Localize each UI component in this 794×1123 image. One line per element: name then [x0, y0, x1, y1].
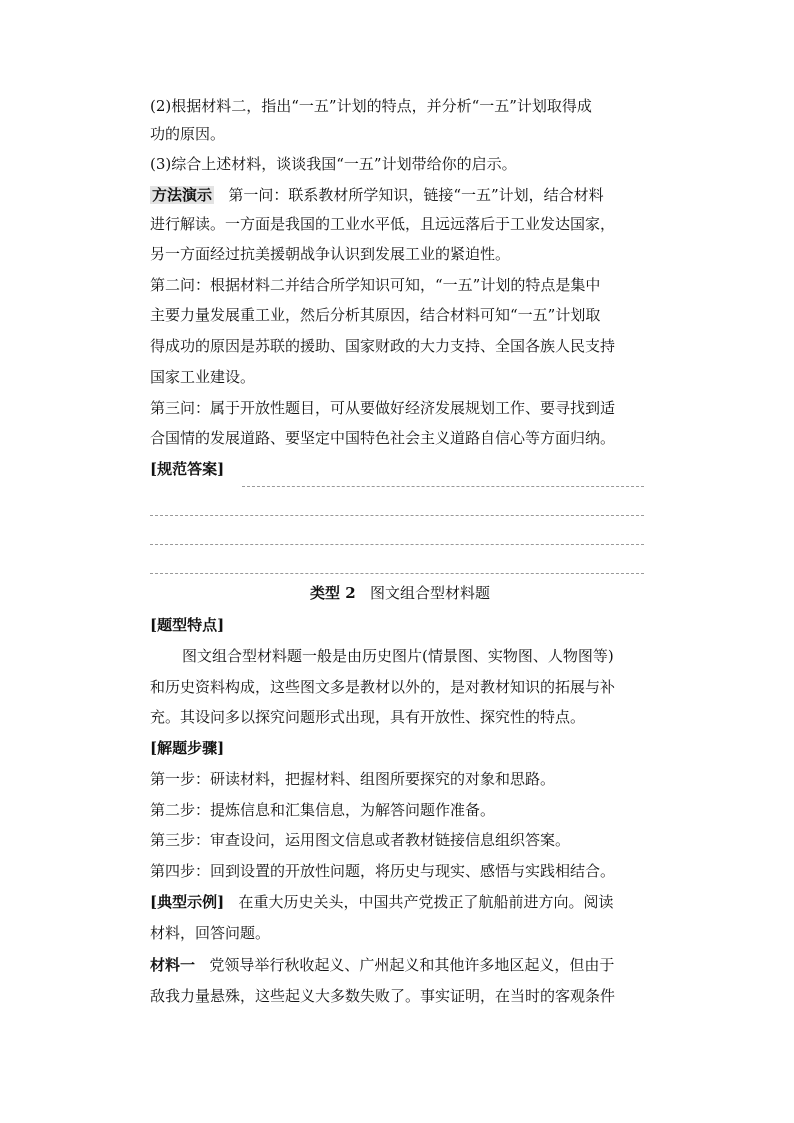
method-paragraph-2-line-1: 第二问：根据材料二并结合所学知识可知，“一五”计划的特点是集中 — [150, 276, 601, 294]
method-tag: 方法演示 — [152, 186, 213, 204]
method-paragraph-2-line-4: 国家工业建设。 — [150, 368, 256, 386]
method-paragraph-1-line-1 — [150, 185, 604, 205]
answer-label — [150, 459, 224, 479]
step-2: 第二步：提炼信息和汇集信息，为解答问题作准备。 — [150, 801, 496, 819]
features-label-text: [题型特点] — [150, 616, 225, 634]
steps-label — [150, 738, 224, 758]
steps-label-text: [解题步骤] — [150, 739, 225, 757]
answer-label-text: [规范答案] — [150, 460, 225, 478]
method-text: 第一问：联系教材所学知识，链接“一五”计划，结合材料 — [228, 186, 604, 204]
answer-line-3 — [150, 544, 644, 545]
step-1: 第一步：研读材料，把握材料、组图所要探究的对象和思路。 — [150, 770, 556, 788]
method-paragraph-2-line-2: 主要力量发展重工业，然后分析其原因，结合材料可知“一五”计划取 — [150, 306, 601, 324]
example-line-2: 材料，回答问题。 — [150, 924, 271, 942]
features-line-2: 和历史资料构成，这些图文多是教材以外的，是对教材知识的拓展与补 — [150, 678, 616, 696]
method-paragraph-2-line-3: 得成功的原因是苏联的援助、国家财政的大力支持、全国各族人民支持 — [150, 337, 616, 355]
section-title — [150, 583, 650, 603]
material-1-line-1 — [150, 955, 614, 975]
answer-line-2 — [150, 515, 644, 516]
section-type-title: 图文组合型材料题 — [369, 584, 490, 602]
question-2-line-2: 功的原因。 — [150, 125, 226, 143]
example-label: [典型示例] — [150, 893, 225, 911]
method-paragraph-1-line-2: 进行解读。一方面是我国的工业水平低，且远远落后于工业发达国家， — [150, 215, 616, 233]
question-2-line-1: (2)根据材料二，指出“一五”计划的特点，并分析“一五”计划取得成 — [150, 97, 592, 115]
material-1-text: 党领导举行秋收起义、广州起义和其他许多地区起义，但由于 — [209, 956, 615, 974]
method-paragraph-1-line-3: 另一方面经过抗美援朝战争认识到发展工业的紧迫性。 — [150, 245, 511, 263]
section-type-label: 类型 2 — [310, 584, 356, 602]
question-3-line-1: (3)综合上述材料，谈谈我国“一五”计划带给你的启示。 — [150, 155, 517, 173]
step-3: 第三步：审查设问，运用图文信息或者教材链接信息组织答案。 — [150, 831, 571, 849]
features-line-3: 充。其设问多以探究问题形式出现，具有开放性、探究性的特点。 — [150, 708, 586, 726]
answer-line-4 — [150, 573, 644, 574]
material-1-label: 材料一 — [150, 956, 196, 974]
answer-line-1 — [242, 486, 644, 487]
example-line-1 — [150, 892, 614, 912]
features-line-1: 图文组合型材料题一般是由历史图片(情景图、实物图、人物图等) — [182, 647, 614, 665]
method-paragraph-3-line-2: 合国情的发展道路、要坚定中国特色社会主义道路自信心等方面归纳。 — [150, 429, 616, 447]
step-4: 第四步：回到设置的开放性问题，将历史与现实、感悟与实践相结合。 — [150, 862, 616, 880]
features-label — [150, 615, 224, 635]
example-text: 在重大历史关头，中国共产党拨正了航船前进方向。阅读 — [238, 893, 614, 911]
method-paragraph-3-line-1: 第三问：属于开放性题目，可从要做好经济发展规划工作、要寻找到适 — [150, 399, 616, 417]
material-1-line-2: 敌我力量悬殊，这些起义大多数失败了。事实证明，在当时的客观条件 — [150, 987, 616, 1005]
